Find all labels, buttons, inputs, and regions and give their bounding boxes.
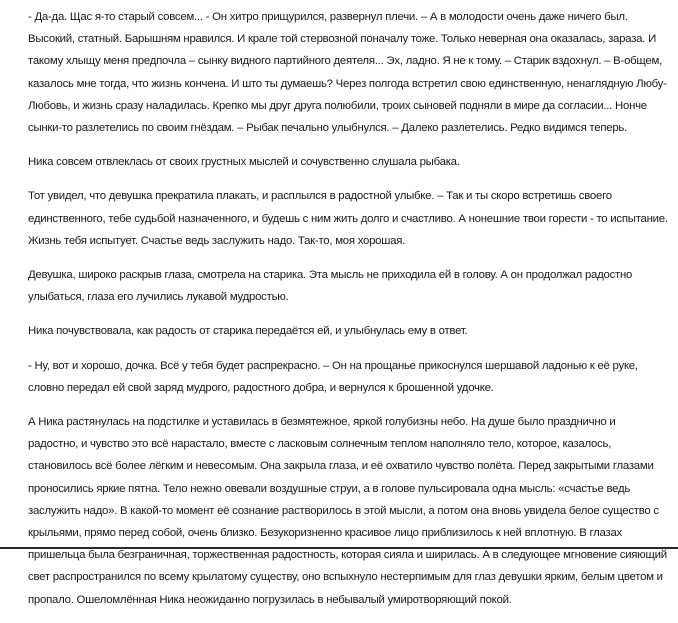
paragraph-6: - Ну, вот и хорошо, дочка. Всё у тебя будет распрекрасно. – Он на прощанье прикоснулся шершавой ладонью к её руке, словно передал ей свой заряд мудрого, радостного добра, и вернулся к брошенной удочке. [28,359,638,394]
paragraph-7: А Ника растянулась на подстилке и уставилась в безмятежное, яркой голубизны небо. На душе было празднично и радостно, и чувство это всё нарастало, вместе с ласковым солнечным теплом наполняло тело, которое, казалось, становилось всё более лёгким и невесомым. Она закрыла глаза, и её охватило чувство полёта. Перед закрытыми глазами проносились яркие пятна. Тело нежно овевали воздушные струи, а в голове пульсировала одна мысль: «счастье ведь заслужить надо». В какой-то момент её сознание растворилось в этой мысли, а потом она вновь увидела белое существо с крыльями, прямо перед собой, очень близко. Безукоризненно красивое лицо приблизилось к ней вплотную. В глазах пришельца была безграничная, торжественная радостность, которая сияла и ширилась. А в следующее мгновение сияющий свет распространился по всему крылатому существу, оно вспыхнуло нестерпимым для глаз девушки ярким, белым цветом и пропало. Ошеломлённая Ника неожиданно погрузилась в небывалый умиротворяющий покой. [28,416,667,606]
paragraph-5: Ника почувствовала, как радость от старика передаётся ей, и улыбнулась ему в ответ. [28,325,468,338]
page-bottom-border [0,547,678,549]
paragraph-2: Ника совсем отвлеклась от своих грустных мыслей и сочувственно слушала рыбака. [28,156,460,169]
paragraph-3: Тот увидел, что девушка прекратила плакать, и расплылся в радостной улыбке. – Так и ты скоро встретишь своего единственного, тебе судьбой назначенного, и будешь с ним жить долго и счастливо. А нонешние твои горести - то испытание. Жизнь тебя испытует. Счастье ведь заслужить надо. Так-то, моя хорошая. [28,190,668,247]
paragraph-1: - Да-да. Щас я-то старый совсем... - Он хитро прищурился, развернул плечи. – А в молодости очень даже ничего был. Высокий, статный. Барышням нравился. И крале той стервозной поначалу тоже. Только неверная она оказалась, зараза. И такому хлыщу меня предпочла – сынку видного партийного деятеля... Эх, ладно. Я не к тому. – Старик вздохнул. – В-общем, казалось мне тогда, что жизнь кончена. И што ты думаешь? Через полгода встретил свою единственную, ненаглядную Любу-Любовь, и жизнь сразу наладилась. Крепко мы друг друга полюбили, троих сыновей подняли в мире да согласии... Нонче сынки-то разлетелись по своим гнёздам. – Рыбак печально улыбнулся. – Далеко разлетелись. Редко видимся теперь. [28,11,667,135]
document-page [28,6,668,623]
paragraph-4: Девушка, широко раскрыв глаза, смотрела на старика. Эта мысль не приходила ей в голову. А он продолжал радостно улыбаться, глаза его лучились лукавой мудростью. [28,269,633,304]
